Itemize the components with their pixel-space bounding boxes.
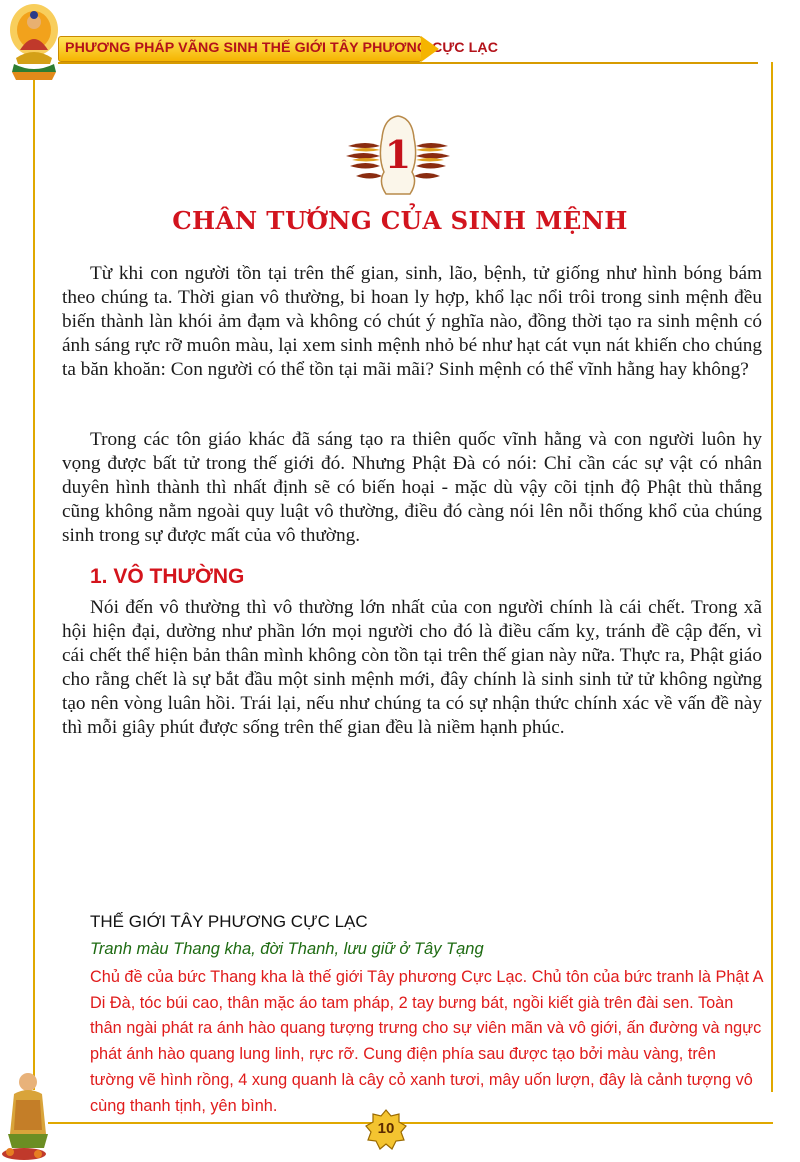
body-paragraph: Nói đến vô thường thì vô thường lớn nhất của con người chính là cái chết. Trong xã hội hiện đại, dường như phần lớn mọi người cho đó là điều cấm kỵ, tránh đề cập đến, vì cái chết thể hiện bản thân mình không còn tồn tại trên thế gian này nữa. Thực ra, Phật giáo cho rằng chết là sự bắt đầu một sinh mệnh mới, đây chính là sinh sinh tử tử không ngừng tạo nên vòng luân hồi. Trái lại, nếu như chúng ta có sự nhận thức chính xác về vấn đề này thì mỗi giây phút được sống trên thế gian đều là niềm hạnh phúc. bbox=[62, 597, 762, 738]
section-heading: 1. VÔ THƯỜNG bbox=[90, 565, 245, 588]
caption-body: Chủ đề của bức Thang kha là thế giới Tây phương Cực Lạc. Chủ tôn của bức tranh là Phật A Di Đà, tóc búi cao, thân mặc áo tam pháp, 2 tay bưng bát, ngồi kiết già trên đài sen. Toàn thân ngài phát ra ánh hào quang tượng trưng cho sự viên mãn và vô giới, ấn đường và ngực phát ánh hào quang lung linh, rực rỡ. Cung điện phía sau được tạo bởi màu vàng, trên tường vẽ hình rồng, 4 xung quanh là cây cỏ xanh tươi, mây uốn lượn, đây là cảnh tượng vô cùng thanh tịnh, yên bình. bbox=[90, 968, 763, 1115]
header-banner bbox=[58, 36, 499, 62]
header-rule bbox=[58, 62, 758, 64]
section-paragraph-block bbox=[62, 596, 762, 739]
buddha-figure-icon bbox=[4, 2, 64, 82]
monk-figure-icon bbox=[0, 1060, 60, 1162]
intro-paragraph-block bbox=[62, 262, 762, 382]
body-paragraph: Trong các tôn giáo khác đã sáng tạo ra thiên quốc vĩnh hằng và con người luôn hy vọng được bất tử trong thế giới đó. Nhưng Phật Đà có nói: Chỉ cần các sự vật có nhân duyên hình thành thì nhất định sẽ có biến hoại - mặc dù vậy cõi tịnh độ Phật thù thắng cũng không nằm ngoài quy luật vô thường, điều đó càng nói lên nỗi thống khổ của chúng sinh trong sự được mất của vô thường. bbox=[62, 429, 762, 546]
caption-subtitle: Tranh màu Thang kha, đời Thanh, lưu giữ ở Tây Tạng bbox=[90, 940, 484, 958]
chapter-title: CHÂN TƯỚNG CỦA SINH MỆNH bbox=[172, 206, 628, 235]
page-number: 10 bbox=[377, 1120, 395, 1137]
frame-bottom-border bbox=[48, 1122, 773, 1124]
second-paragraph-block bbox=[62, 428, 762, 548]
chapter-number: 1 bbox=[384, 132, 412, 177]
running-header-title: PHƯƠNG PHÁP VÃNG SINH THẾ GIỚI TÂY PHƯƠNG CỰC LẠC bbox=[65, 40, 499, 56]
body-paragraph: Từ khi con người tồn tại trên thế gian, sinh, lão, bệnh, tử giống như hình bóng bám theo chúng ta. Thời gian vô thường, bi hoan ly hợp, khổ lạc nổi trôi trong sinh mệnh đều biến thành làn khói ảm đạm và không có chút ý nghĩa nào, đồng thời tạo ra sinh mệnh có ánh sáng rực rỡ muôn màu, lại xem sinh mệnh nhỏ bé như hạt cát vụn nát khiến cho chúng ta băn khoăn: Con người có thể tồn tại mãi mãi? Sinh mệnh có thể vĩnh hằng hay không? bbox=[62, 263, 762, 380]
caption-title: THẾ GIỚI TÂY PHƯƠNG CỰC LẠC bbox=[90, 912, 368, 931]
